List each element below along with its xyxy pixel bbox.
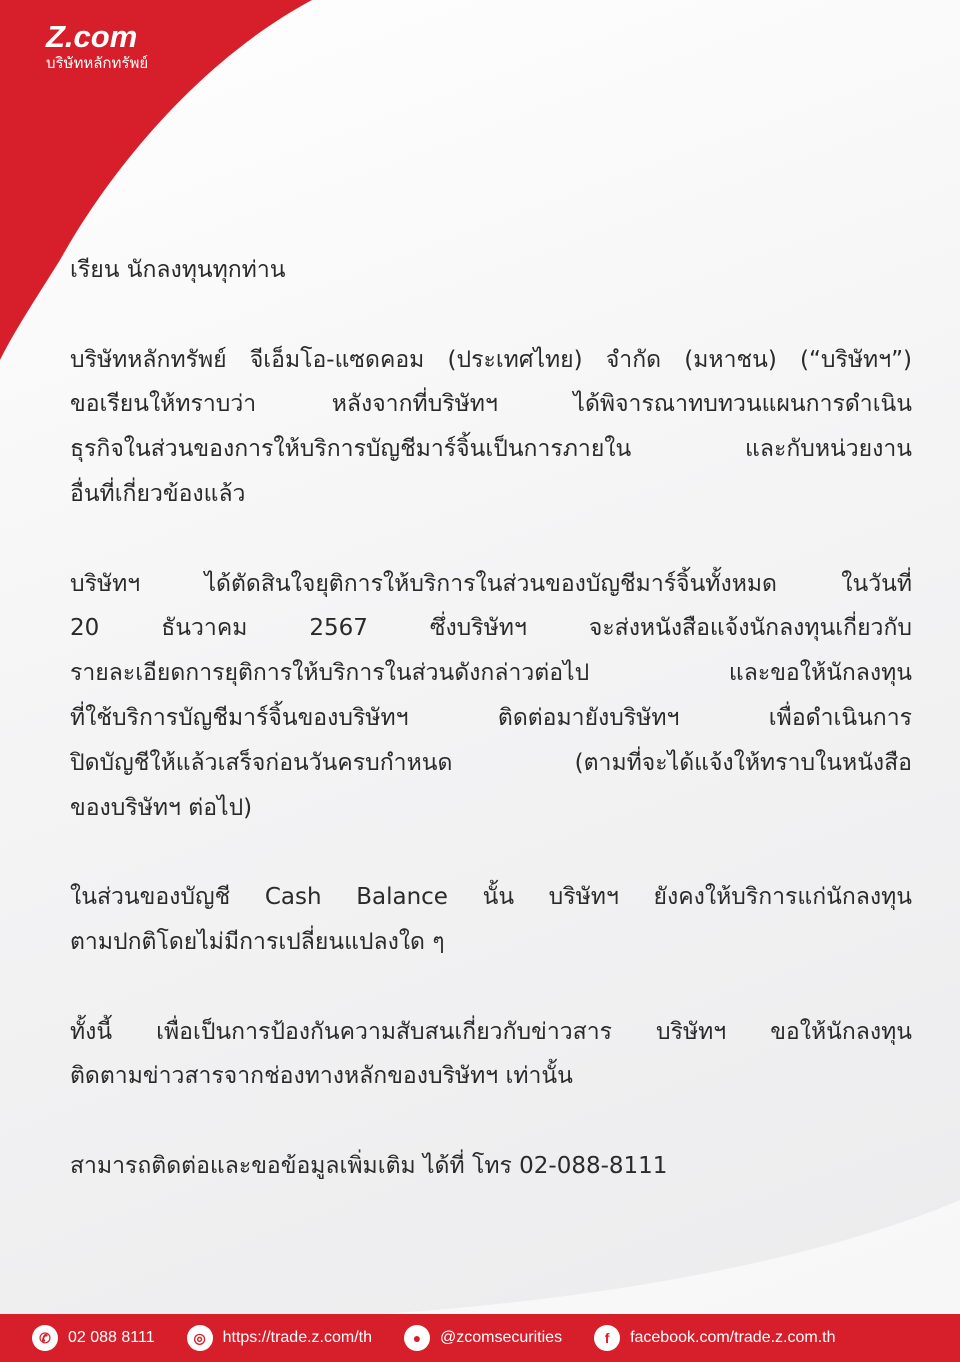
- letter-body: [70, 248, 912, 1234]
- footer-contact-text: @zcomsecurities: [440, 1329, 563, 1346]
- footer-contact-item[interactable]: [187, 1325, 372, 1351]
- paragraph-line: รายละเอียดการยุติการให้บริการในส่วนดังกล่าวต่อไป และขอให้นักลงทุน: [70, 660, 912, 687]
- paragraph-line: ของบริษัทฯ ต่อไป): [70, 794, 253, 821]
- footer-contact-item[interactable]: [404, 1325, 562, 1351]
- paragraph-line: ในส่วนของบัญชี Cash Balance นั้น บริษัทฯ ยังคงให้บริการแก่นักลงทุน: [70, 884, 912, 911]
- paragraph-line: ตามปกติโดยไม่มีการเปลี่ยนแปลงใด ๆ: [70, 928, 445, 955]
- facebook-icon: f: [594, 1325, 620, 1351]
- paragraph: [70, 875, 912, 965]
- phone-icon: ✆: [32, 1325, 58, 1351]
- paragraph: [70, 1010, 912, 1100]
- company-logo: [46, 19, 149, 72]
- salutation: [70, 248, 912, 293]
- salutation-text: เรียน นักลงทุนทุกท่าน: [70, 257, 286, 283]
- paragraph-line: สามารถติดต่อและขอข้อมูลเพิ่มเติม ได้ที่ โทร 02-088-8111: [70, 1152, 668, 1179]
- paragraph-line: 20 ธันวาคม 2567 ซึ่งบริษัทฯ จะส่งหนังสือแจ้งนักลงทุนเกี่ยวกับ: [70, 615, 912, 642]
- paragraph-line: ขอเรียนให้ทราบว่า หลังจากที่บริษัทฯ ได้พิจารณาทบทวนแผนการดำเนิน: [70, 391, 912, 418]
- paragraph-line: ปิดบัญชีให้แล้วเสร็จก่อนวันครบกำหนด (ตามที่จะได้แจ้งให้ทราบในหนังสือ: [70, 749, 912, 776]
- paragraph-line: บริษัทฯ ได้ตัดสินใจยุติการให้บริการในส่วนของบัญชีมาร์จิ้นทั้งหมด ในวันที่: [70, 570, 912, 597]
- footer-contact-text: 02 088 8111: [68, 1329, 155, 1346]
- paragraph: [70, 1144, 912, 1189]
- paragraph-line: บริษัทหลักทรัพย์ จีเอ็มโอ-แซดคอม (ประเทศไทย) จำกัด (มหาชน) (“บริษัทฯ”): [70, 346, 912, 373]
- paragraph-line: อื่นที่เกี่ยวข้องแล้ว: [70, 480, 246, 507]
- paragraph: [70, 562, 912, 831]
- footer-contact-item[interactable]: [32, 1325, 155, 1351]
- globe-icon: ◎: [187, 1325, 213, 1351]
- paragraph-line: ที่ใช้บริการบัญชีมาร์จิ้นของบริษัทฯ ติดต่อมายังบริษัทฯ เพื่อดำเนินการ: [70, 704, 912, 731]
- paragraph-line: ธุรกิจในส่วนของการให้บริการบัญชีมาร์จิ้นเป็นการภายใน และกับหน่วยงาน: [70, 436, 912, 463]
- paragraph: [70, 338, 912, 517]
- logo-subtitle: บริษัทหลักทรัพย์: [46, 54, 149, 72]
- footer-contact-text: https://trade.z.com/th: [222, 1329, 373, 1346]
- footer-contact-item[interactable]: [594, 1325, 835, 1351]
- logo-brand: Z.com: [46, 19, 138, 54]
- line-icon: ●: [404, 1325, 430, 1351]
- footer-contact-text: facebook.com/trade.z.com.th: [630, 1329, 836, 1346]
- paragraph-line: ติดตามข่าวสารจากช่องทางหลักของบริษัทฯ เท่านั้น: [70, 1063, 573, 1090]
- paragraph-line: ทั้งนี้ เพื่อเป็นการป้องกันความสับสนเกี่ยวกับข่าวสาร บริษัทฯ ขอให้นักลงทุน: [70, 1018, 912, 1045]
- footer-contact-bar: [0, 1314, 960, 1362]
